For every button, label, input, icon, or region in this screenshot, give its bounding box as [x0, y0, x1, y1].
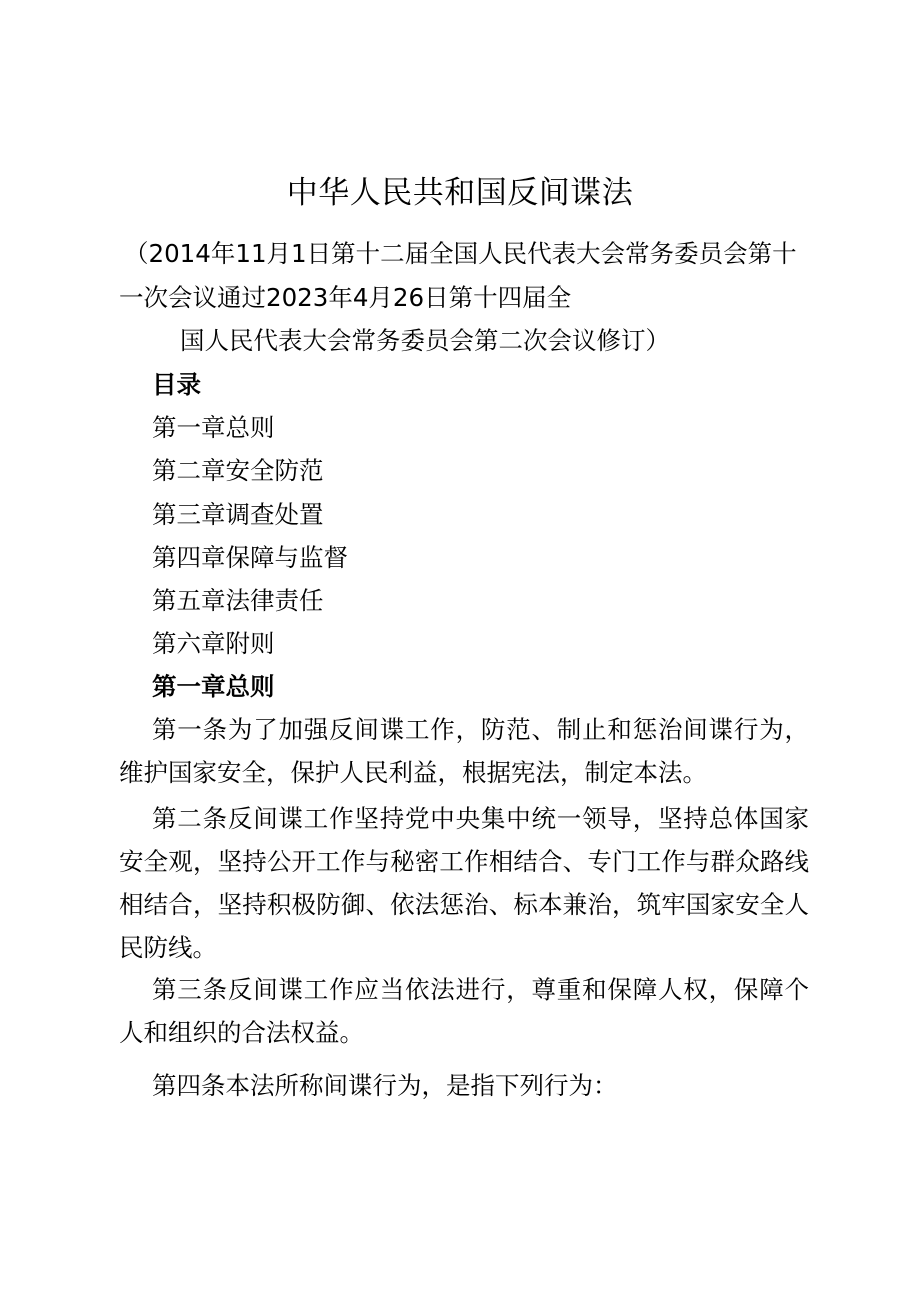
- article-2: 第二条反间谍工作坚持党中央集中统一领导，坚持总体国家安全观，坚持公开工作与秘密工作相结合、专门工作与群众路线相结合，坚持积极防御、依法惩治、标本兼治，筑牢国家安全人民防线。: [119, 804, 809, 962]
- toc-item-chapter-1: 第一章总则: [152, 413, 275, 442]
- article-4: 第四条本法所称间谍行为，是指下列行为：: [152, 1071, 618, 1100]
- toc-heading: 目录: [152, 370, 201, 399]
- article-1: 第一条为了加强反间谍工作，防范、制止和惩治间谍行为，维护国家安全，保护人民利益，根据宪法，制定本法。: [119, 715, 809, 787]
- document-title: 中华人民共和国反间谍法: [286, 175, 634, 211]
- toc-item-chapter-4: 第四章保障与监督: [152, 543, 348, 572]
- adoption-note-line-3: 国人民代表大会常务委员会第二次会议修订）: [180, 326, 670, 355]
- adoption-note-line-1: （2014年11月1日第十二届全国人民代表大会常务委员会第十: [124, 239, 797, 268]
- toc-item-chapter-2: 第二章安全防范: [152, 456, 324, 485]
- toc-item-chapter-3: 第三章调查处置: [152, 500, 324, 529]
- toc-item-chapter-6: 第六章附则: [152, 629, 275, 658]
- article-3: 第三条反间谍工作应当依法进行，尊重和保障人权，保障个人和组织的合法权益。: [119, 975, 809, 1047]
- toc-item-chapter-5: 第五章法律责任: [152, 586, 324, 615]
- adoption-note-line-2: 一次会议通过2023年4月26日第十四届全: [119, 283, 572, 312]
- chapter-heading: 第一章总则: [152, 672, 275, 701]
